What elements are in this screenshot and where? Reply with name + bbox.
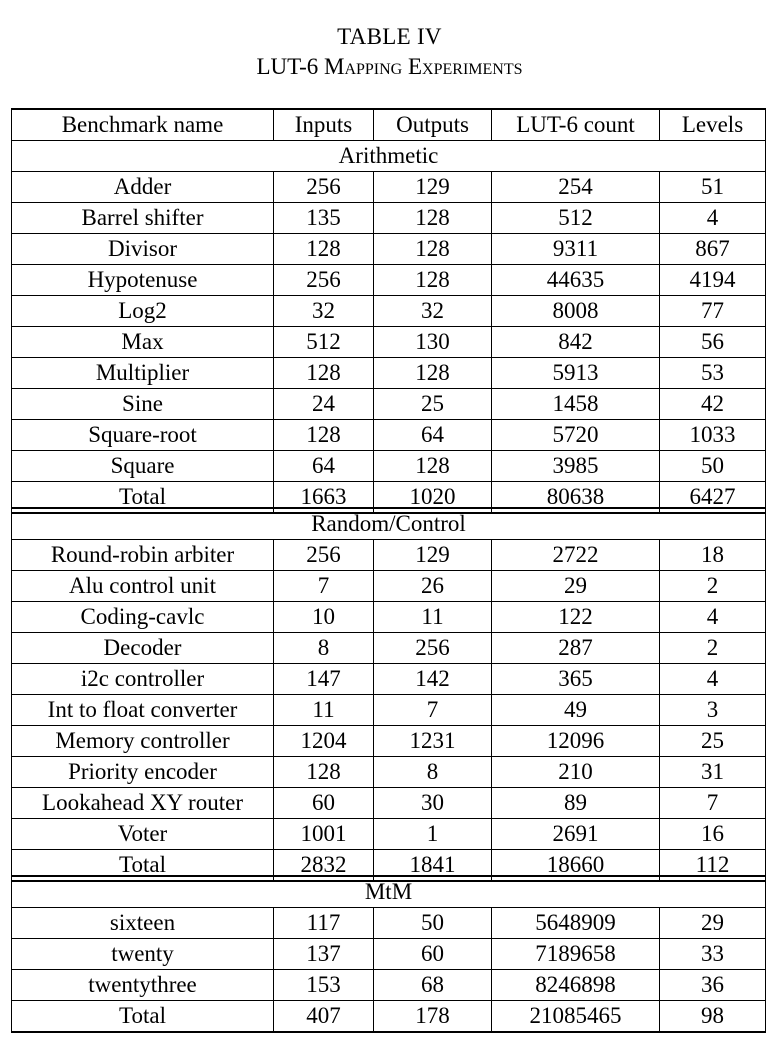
table-cell: 287 (492, 633, 660, 664)
total-cell: 1020 (374, 482, 492, 514)
total-cell: 112 (660, 850, 766, 882)
table-cell: 137 (274, 939, 374, 970)
table-cell: 7 (374, 695, 492, 726)
table-cell: 128 (374, 234, 492, 265)
header-row (12, 109, 766, 141)
table-cell: 128 (274, 757, 374, 788)
table-cell: 365 (492, 664, 660, 695)
table-row (12, 327, 766, 358)
table-cell: Decoder (12, 633, 274, 664)
table-cell: Alu control unit (12, 571, 274, 602)
table-title (0, 54, 779, 80)
table-title-prefix: LUT-6 (256, 54, 319, 79)
table-cell: 10 (274, 602, 374, 633)
column-header: Inputs (274, 109, 374, 141)
table-cell: twenty (12, 939, 274, 970)
table-cell: 51 (660, 172, 766, 203)
column-header: Outputs (374, 109, 492, 141)
table-row (12, 540, 766, 571)
table-cell: 867 (660, 234, 766, 265)
table-cell: 2722 (492, 540, 660, 571)
table-cell: 9311 (492, 234, 660, 265)
table-cell: Voter (12, 819, 274, 850)
table-row (12, 664, 766, 695)
table-cell: 117 (274, 908, 374, 939)
table-cell: 7 (660, 788, 766, 819)
table-cell: 128 (374, 451, 492, 482)
table-cell: Hypotenuse (12, 265, 274, 296)
total-cell: 2832 (274, 850, 374, 882)
total-cell: Total (12, 850, 274, 882)
table-cell: 153 (274, 970, 374, 1001)
table-row (12, 203, 766, 234)
table-cell: 2 (660, 571, 766, 602)
table-cell: 77 (660, 296, 766, 327)
table-row (12, 172, 766, 203)
table-cell: 11 (374, 602, 492, 633)
table-cell: 53 (660, 358, 766, 389)
table-row (12, 633, 766, 664)
table-cell: 64 (274, 451, 374, 482)
table-cell: 60 (374, 939, 492, 970)
column-header: Benchmark name (12, 109, 274, 141)
table-cell: 7 (274, 571, 374, 602)
table-cell: Square (12, 451, 274, 482)
table-cell: 129 (374, 540, 492, 571)
table-cell: Divisor (12, 234, 274, 265)
table-cell: 129 (374, 172, 492, 203)
total-cell: 80638 (492, 482, 660, 514)
table-cell: Adder (12, 172, 274, 203)
group-name: Arithmetic (12, 141, 766, 172)
table-cell: Int to float converter (12, 695, 274, 726)
table-cell: sixteen (12, 908, 274, 939)
table-cell: 128 (374, 358, 492, 389)
table-cell: 256 (274, 172, 374, 203)
table-cell: 256 (274, 265, 374, 296)
table-mtm (11, 875, 766, 1033)
table-cell: 1204 (274, 726, 374, 757)
total-cell: 407 (274, 1001, 374, 1033)
table-cell: 29 (492, 571, 660, 602)
group-name: MtM (12, 876, 766, 908)
table-cell: 128 (274, 358, 374, 389)
table-cell: Coding-cavlc (12, 602, 274, 633)
table-title-rest: Mapping Experiments (324, 54, 523, 79)
table-row (12, 908, 766, 939)
table-cell: 50 (374, 908, 492, 939)
table-row (12, 420, 766, 451)
table-cell: 18 (660, 540, 766, 571)
table-cell: 60 (274, 788, 374, 819)
table-cell: 2691 (492, 819, 660, 850)
total-cell: 1841 (374, 850, 492, 882)
group-name: Random/Control (12, 508, 766, 540)
table-cell: 128 (274, 234, 374, 265)
table-cell: 89 (492, 788, 660, 819)
table-cell: 11 (274, 695, 374, 726)
table-cell: Multiplier (12, 358, 274, 389)
table-cell: Square-root (12, 420, 274, 451)
total-cell: Total (12, 1001, 274, 1033)
table-cell: 32 (374, 296, 492, 327)
table-row (12, 757, 766, 788)
table-cell: 32 (274, 296, 374, 327)
table-cell: 42 (660, 389, 766, 420)
table-row (12, 695, 766, 726)
table-row (12, 788, 766, 819)
table-cell: 1458 (492, 389, 660, 420)
table-cell: 1001 (274, 819, 374, 850)
table-row (12, 726, 766, 757)
table-cell: 4 (660, 203, 766, 234)
table-cell: 33 (660, 939, 766, 970)
table-cell: 25 (660, 726, 766, 757)
table-cell: 1 (374, 819, 492, 850)
table-cell: 130 (374, 327, 492, 358)
table-cell: 1033 (660, 420, 766, 451)
table-cell: 29 (660, 908, 766, 939)
table-cell: 5648909 (492, 908, 660, 939)
table-cell: 256 (374, 633, 492, 664)
total-cell: 178 (374, 1001, 492, 1033)
total-cell: Total (12, 482, 274, 514)
table-cell: 512 (492, 203, 660, 234)
table-cell: 8246898 (492, 970, 660, 1001)
table-cell: 3985 (492, 451, 660, 482)
table-cell: 4 (660, 602, 766, 633)
table-cell: 50 (660, 451, 766, 482)
total-cell: 1663 (274, 482, 374, 514)
group-header-row (12, 876, 766, 908)
table-row (12, 571, 766, 602)
table-row (12, 389, 766, 420)
table-cell: 1231 (374, 726, 492, 757)
table-row (12, 234, 766, 265)
table-cell: 36 (660, 970, 766, 1001)
table-cell: 68 (374, 970, 492, 1001)
table-cell: 2 (660, 633, 766, 664)
table-cell: 31 (660, 757, 766, 788)
table-cell: Log2 (12, 296, 274, 327)
table-cell: Priority encoder (12, 757, 274, 788)
table-cell: 56 (660, 327, 766, 358)
table-cell: Lookahead XY router (12, 788, 274, 819)
group-header-row (12, 141, 766, 172)
table-row (12, 819, 766, 850)
table-cell: 24 (274, 389, 374, 420)
table-random-control (11, 507, 766, 882)
table-cell: 128 (274, 420, 374, 451)
table-cell: 135 (274, 203, 374, 234)
group-header-row (12, 508, 766, 540)
total-cell: 98 (660, 1001, 766, 1033)
table-row (12, 939, 766, 970)
table-cell: Sine (12, 389, 274, 420)
table-cell: 122 (492, 602, 660, 633)
table-cell: twentythree (12, 970, 274, 1001)
table-row (12, 265, 766, 296)
table-cell: 16 (660, 819, 766, 850)
table-cell: 842 (492, 327, 660, 358)
table-row (12, 451, 766, 482)
table-cell: 128 (374, 203, 492, 234)
table-row (12, 970, 766, 1001)
table-cell: 147 (274, 664, 374, 695)
table-cell: 64 (374, 420, 492, 451)
table-cell: Round-robin arbiter (12, 540, 274, 571)
table-cell: 3 (660, 695, 766, 726)
total-cell: 18660 (492, 850, 660, 882)
table-cell: Memory controller (12, 726, 274, 757)
table-cell: 256 (274, 540, 374, 571)
table-cell: 30 (374, 788, 492, 819)
table-cell: 254 (492, 172, 660, 203)
table-cell: 5720 (492, 420, 660, 451)
table-cell: i2c controller (12, 664, 274, 695)
table-cell: 8 (374, 757, 492, 788)
column-header: LUT-6 count (492, 109, 660, 141)
table-cell: 7189658 (492, 939, 660, 970)
table-number: TABLE IV (337, 24, 442, 49)
table-cell: Barrel shifter (12, 203, 274, 234)
total-cell: 21085465 (492, 1001, 660, 1033)
total-cell: 6427 (660, 482, 766, 514)
table-row (12, 358, 766, 389)
table-cell: 128 (374, 265, 492, 296)
table-row (12, 296, 766, 327)
table-cell: 8008 (492, 296, 660, 327)
table-cell: 44635 (492, 265, 660, 296)
table-cell: 142 (374, 664, 492, 695)
table-cell: 26 (374, 571, 492, 602)
table-cell: 4194 (660, 265, 766, 296)
total-row (12, 1001, 766, 1033)
table-cell: 5913 (492, 358, 660, 389)
table-cell: 210 (492, 757, 660, 788)
table-cell: 49 (492, 695, 660, 726)
table-cell: 4 (660, 664, 766, 695)
table-cell: 512 (274, 327, 374, 358)
column-header: Levels (660, 109, 766, 141)
table-cell: 8 (274, 633, 374, 664)
table-cell: 12096 (492, 726, 660, 757)
table-cell: Max (12, 327, 274, 358)
table-row (12, 602, 766, 633)
table-cell: 25 (374, 389, 492, 420)
table-arithmetic (11, 108, 766, 514)
